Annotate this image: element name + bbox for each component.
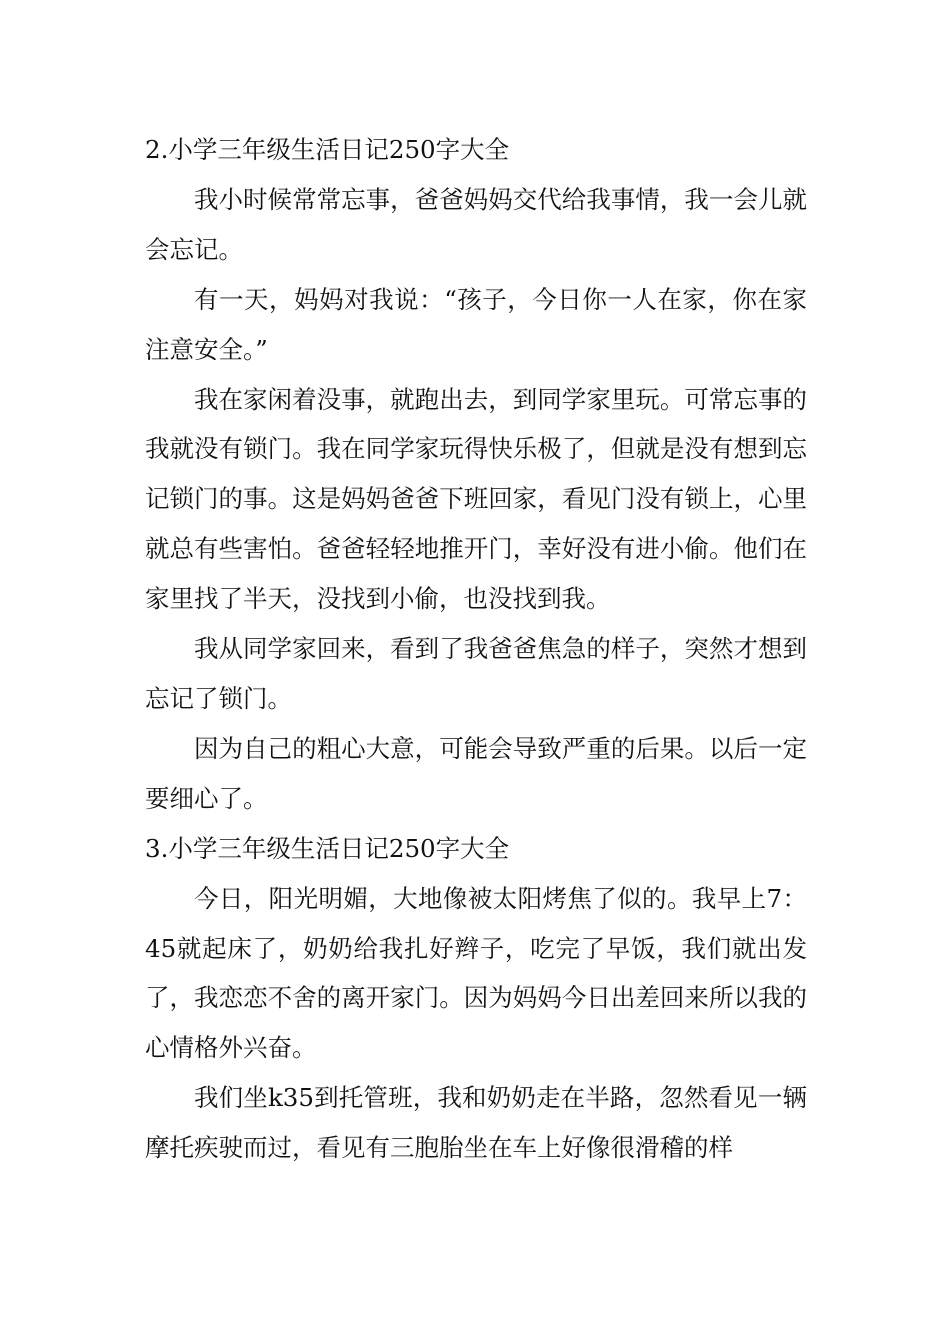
- paragraph: 因为自己的粗心大意，可能会导致严重的后果。以后一定要细心了。: [145, 733, 807, 813]
- section-2: [145, 125, 807, 824]
- document-page: [145, 125, 807, 1173]
- section-3: [145, 824, 807, 1173]
- paragraph: 我从同学家回来，看到了我爸爸焦急的样子，突然才想到忘记了锁门。: [145, 634, 807, 713]
- paragraph: 我在家闲着没事，就跑出去，到同学家里玩。可常忘事的我就没有锁门。我在同学家玩得快乐极了，但就是没有想到忘记锁门的事。这是妈妈爸爸下班回家，看见门没有锁上，心里就总有些害怕。爸爸轻轻地推开门，幸好没有进小偷。他们在家里找了半天，没找到小偷，也没找到我。: [145, 384, 807, 614]
- paragraph: 有一天，妈妈对我说：“孩子，今日你一人在家，你在家注意安全。”: [145, 284, 807, 364]
- section-heading: 3.小学三年级生活日记250字大全: [145, 833, 510, 863]
- paragraph: 我们坐k35到托管班，我和奶奶走在半路，忽然看见一辆摩托疾驶而过，看见有三胞胎坐在车上好像很滑稽的样: [145, 1083, 807, 1163]
- paragraph: 今日，阳光明媚，大地像被太阳烤焦了似的。我早上7：45就起床了，奶奶给我扎好辫子，吃完了早饭，我们就出发了，我恋恋不舍的离开家门。因为妈妈今日出差回来所以我的心情格外兴奋。: [145, 883, 807, 1063]
- section-heading: 2.小学三年级生活日记250字大全: [145, 135, 510, 164]
- paragraph: 我小时候常常忘事，爸爸妈妈交代给我事情，我一会儿就会忘记。: [145, 184, 807, 264]
